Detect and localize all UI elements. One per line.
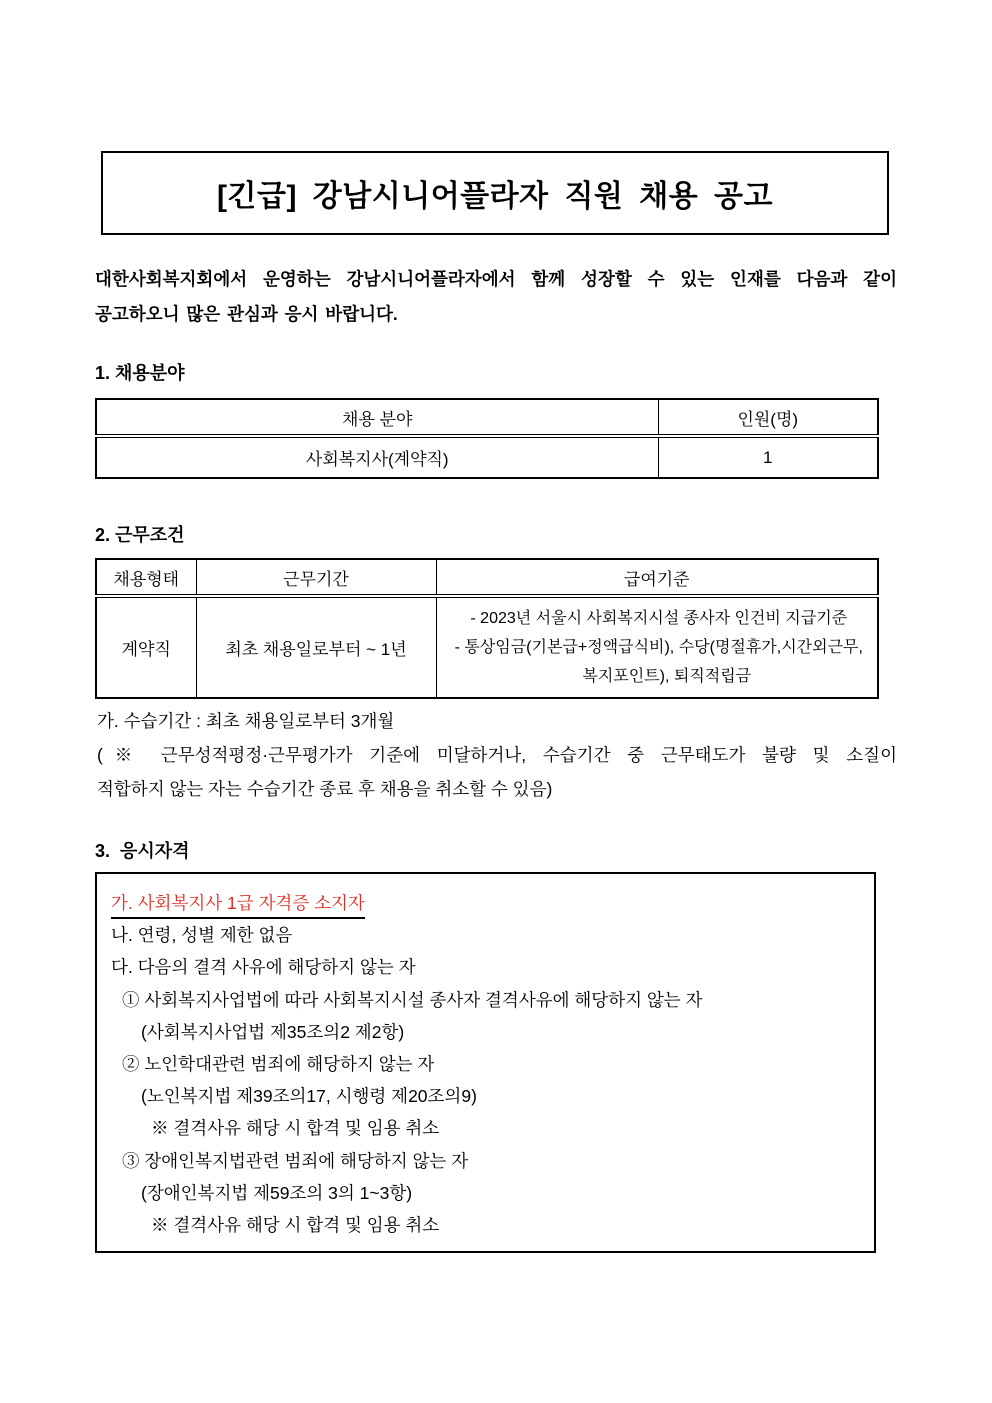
disqualification-item-1-law: (사회복지사업법 제35조의2 제2항) bbox=[141, 1021, 405, 1042]
disqualification-item-3-note: ※ 결격사유 해당 시 합격 및 임용 취소 bbox=[151, 1215, 440, 1236]
work-col-period: 근무기간 bbox=[196, 559, 436, 596]
disqualification-item-2-note: ※ 결격사유 해당 시 합격 및 임용 취소 bbox=[151, 1118, 440, 1139]
salary-line-2: - 통상임금(기본급+정액급식비), 수당(명절휴가,시간외근무, bbox=[454, 639, 863, 656]
intro-line-2: 공고하오니 많은 관심과 응시 바랍니다. bbox=[95, 304, 398, 324]
recruit-table-header-row bbox=[96, 399, 878, 436]
recruit-col-field: 채용 분야 bbox=[96, 399, 658, 436]
eligibility-item-age: 나. 연령, 성별 제한 없음 bbox=[111, 925, 293, 946]
section-heading-recruit: 1. 채용분야 bbox=[95, 363, 185, 383]
work-cell-period: 최초 채용일로부터 ~ 1년 bbox=[196, 596, 436, 698]
section-heading-work: 2. 근무조건 bbox=[95, 525, 185, 545]
disqualification-item-1: ① 사회복지사업법에 따라 사회복지시설 종사자 결격사유에 해당하지 않는 자 bbox=[122, 989, 703, 1010]
disqualification-item-3-law: (장애인복지법 제59조의 3의 1~3항) bbox=[141, 1182, 413, 1203]
eligibility-item-license bbox=[111, 887, 860, 919]
intro-line-1: 대한사회복지회에서 운영하는 강남시니어플라자에서 함께 성장할 수 있는 인재를 다음과 같이 bbox=[95, 269, 897, 289]
disqualification-item-2-law: (노인복지법 제39조의17, 시행령 제20조의9) bbox=[141, 1086, 477, 1107]
note-cancel-2: 적합하지 않는 자는 수습기간 종료 후 채용을 취소할 수 있음) bbox=[97, 779, 553, 799]
eligibility-item-disqualification: 다. 다음의 결격 사유에 해당하지 않는 자 bbox=[111, 957, 416, 978]
note-probation: 가. 수습기간 : 최초 채용일로부터 3개월 bbox=[97, 711, 395, 731]
recruit-table bbox=[95, 398, 879, 479]
recruit-cell-count: 1 bbox=[658, 436, 878, 478]
work-conditions-table bbox=[95, 558, 879, 699]
recruit-table-row bbox=[96, 436, 878, 478]
salary-line-3: 복지포인트), 퇴직적립금 bbox=[582, 668, 752, 685]
work-notes bbox=[97, 704, 897, 806]
work-table-header-row bbox=[96, 559, 878, 596]
salary-line-1: - 2023년 서울시 사회복지시설 종사자 인건비 지급기준 bbox=[470, 610, 848, 627]
work-cell-type: 계약직 bbox=[96, 596, 196, 698]
disqualification-item-2: ② 노인학대관련 범죄에 해당하지 않는 자 bbox=[122, 1054, 435, 1075]
work-table-row bbox=[96, 596, 878, 698]
recruit-col-count: 인원(명) bbox=[658, 399, 878, 436]
section-heading-eligibility: 3. 응시자격 bbox=[95, 841, 190, 861]
recruit-cell-field: 사회복지사(계약직) bbox=[96, 436, 658, 478]
page-title: [긴급] 강남시니어플라자 직원 채용 공고 bbox=[217, 180, 773, 213]
work-col-type: 채용형태 bbox=[96, 559, 196, 596]
title-box bbox=[101, 151, 889, 235]
license-required-text: 가. 사회복지사 1급 자격증 소지자 bbox=[111, 890, 365, 919]
note-cancel-1: (※ 근무성적평정·근무평가가 기준에 미달하거나, 수습기간 중 근무태도가 불량 및 소질이 bbox=[97, 745, 897, 765]
disqualification-item-3: ③ 장애인복지법관련 범죄에 해당하지 않는 자 bbox=[122, 1150, 469, 1171]
eligibility-box bbox=[95, 872, 876, 1253]
work-cell-salary bbox=[436, 596, 878, 698]
work-col-salary: 급여기준 bbox=[436, 559, 878, 596]
intro-paragraph bbox=[95, 262, 897, 332]
